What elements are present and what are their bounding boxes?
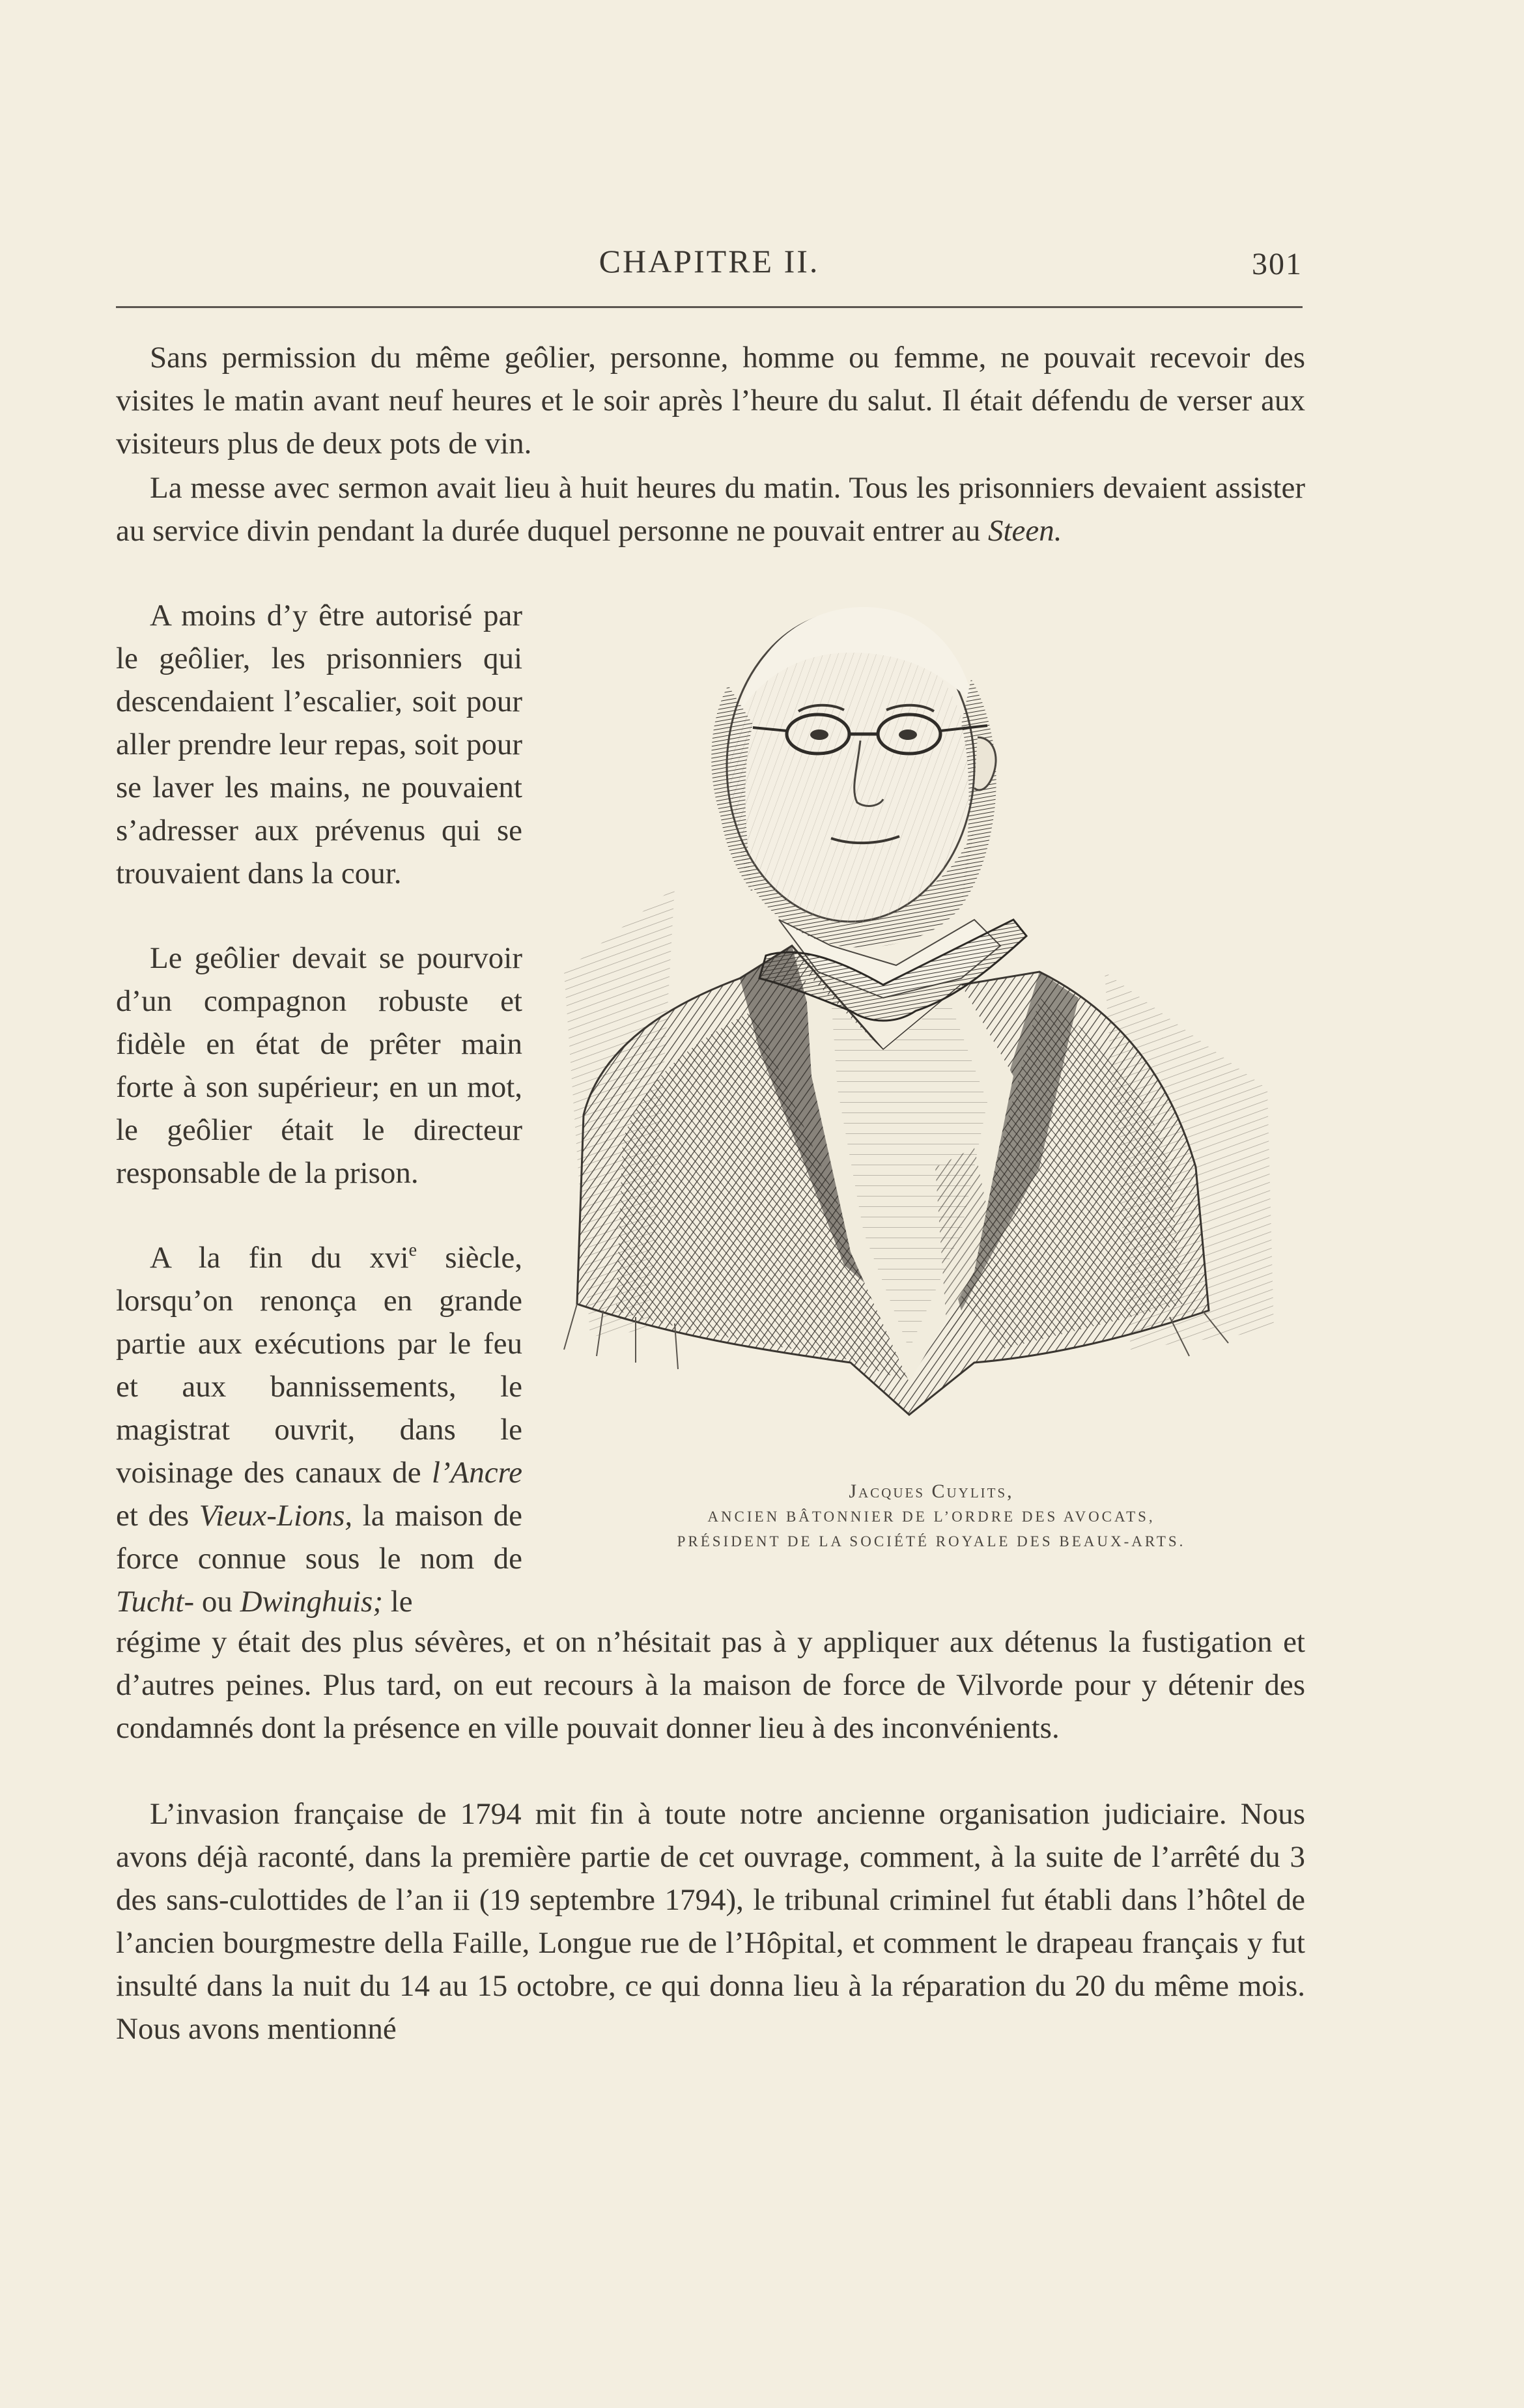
century-superscript: e xyxy=(408,1240,417,1260)
portrait-caption xyxy=(606,1479,1257,1554)
steen-term: Steen. xyxy=(988,514,1062,548)
tucht-term: Tucht- xyxy=(116,1585,195,1619)
caption-title-2: PRÉSIDENT DE LA SOCIÉTÉ ROYALE DES BEAUX-ARTS. xyxy=(677,1533,1186,1550)
paragraph-regime: régime y était des plus sévères, et on n’hésitait pas à y appliquer aux détenus la fustigation et d’autres peines. Plus tard, on eut recours à la maison de force de Vilvorde pour y détenir des condamnés dont la présence en ville pouvait donner lieu à des inconvénients. xyxy=(116,1625,1305,1745)
paragraph-visits: Sans permission du même geôlier, personne, homme ou femme, ne pouvait recevoir des visites le matin avant neuf heures et le soir après l’heure du salut. Il était défendu de verser aux visiteurs plus de deux pots de vin. xyxy=(116,341,1305,460)
vieux-lions-term: Vieux-Lions, xyxy=(199,1499,353,1533)
paragraph-invasion: L’invasion française de 1794 mit fin à toute notre ancienne organisation judiciaire. Nous avons déjà raconté, dans la première partie de cet ouvrage, comment, à la suite de l’arrêté du 3 des sans-culottides de l’an ii (19 septembre 1794), le tribunal criminel fut établi dans l’hôtel de l’ancien bourgmestre della Faille, Longue rue de l’Hôpital, et comment le drapeau français y fut insulté dans la nuit du 14 au 15 octobre, ce qui donna lieu à la réparation du 20 du même mois. Nous avons mentionné xyxy=(116,1797,1305,2046)
paragraph-mass xyxy=(116,466,1305,552)
caption-title-1: ANCIEN BÂTONNIER DE L’ORDRE DES AVOCATS, xyxy=(707,1509,1155,1525)
p5-text-c: et des xyxy=(116,1499,199,1533)
dwinghuis-term: Dwinghuis; xyxy=(240,1585,383,1619)
paragraph-authorization: A moins d’y être autorisé par le geôlier, les prisonniers qui descendaient l’escalier, soit pour aller prendre leur repas, soit pour se laver les mains, ne pouvaient s’adresser aux prévenus qui se trouvaient dans la cour. xyxy=(116,599,522,890)
ancre-term: l’Ancre xyxy=(431,1456,522,1490)
paragraph-companion: Le geôlier devait se pourvoir d’un compagnon robuste et fidèle en état de prêter main forte à son supérieur; en un mot, le geôlier était le directeur responsable de la prison. xyxy=(116,941,522,1190)
p5-text-e: ou xyxy=(194,1585,240,1619)
header-rule xyxy=(116,306,1303,308)
caption-name: Jacques Cuylits, xyxy=(849,1480,1014,1502)
paragraph-house-of-correction xyxy=(116,1236,522,1623)
chapter-title: CHAPITRE II. xyxy=(599,243,820,279)
p5-text-f: le xyxy=(382,1585,413,1619)
p5-text-a: A la fin du xvi xyxy=(150,1241,409,1275)
p5-text-b: siècle, lorsqu’on renonça en grande partie aux exécutions par le feu et aux bannissements, le magistrat ouvrit, dans le voisinage des canaux de xyxy=(116,1241,522,1490)
paragraph-mass-text: La messe avec sermon avait lieu à huit heures du matin. Tous les prisonniers devaient assister au service divin pendant la durée duquel personne ne pouvait entrer au xyxy=(116,471,1305,548)
page-number: 301 xyxy=(1252,247,1303,281)
running-head xyxy=(116,242,1303,294)
portrait-engraving xyxy=(544,581,1287,1506)
p5-text-d: la maison de force connue sous le nom de xyxy=(116,1499,522,1576)
